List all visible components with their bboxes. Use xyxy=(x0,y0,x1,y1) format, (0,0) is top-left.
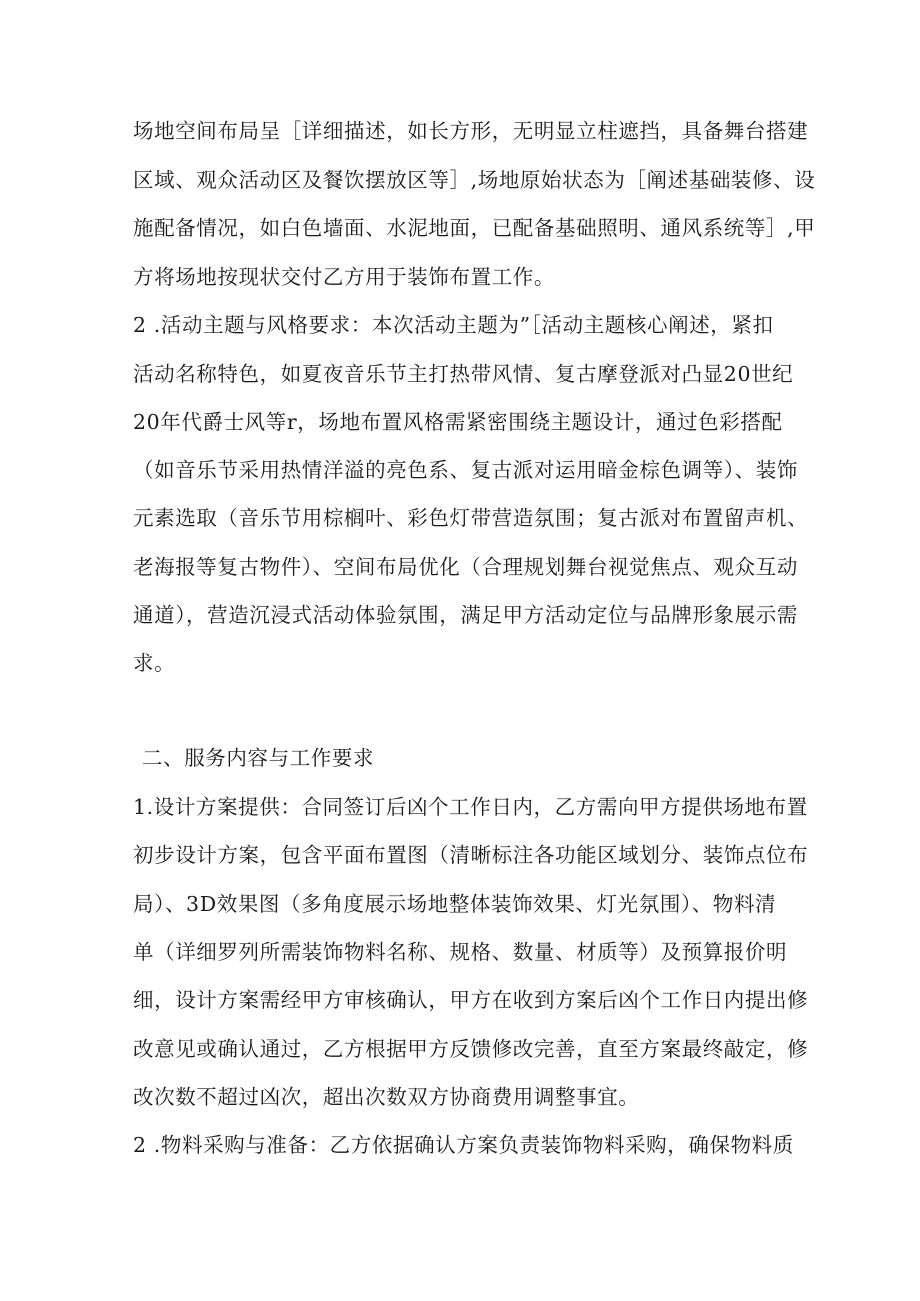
design-line: 1.设计方案提供：合同签订后凶个工作日内，乙方需向甲方提供场地布置 xyxy=(133,795,808,819)
theme-line: （如音乐节采用热情洋溢的亮色系、复古派对运用暗金棕色调等）、装饰 xyxy=(133,458,798,482)
design-line: 单（详细罗列所需装饰物料名称、规格、数量、材质等）及预算报价明 xyxy=(133,940,788,964)
procurement-line: 2 .物料采购与准备：乙方依据确认方案负责装饰物料采购，确保物料质 xyxy=(133,1133,794,1157)
theme-line: 20年代爵士风等r，场地布置风格需紧密围绕主题设计，通过色彩搭配 xyxy=(133,410,783,434)
theme-line: 元素选取（音乐节用棕榈叶、彩色灯带营造氛围；复古派对布置留声机、 xyxy=(133,506,809,530)
design-line: 细，设计方案需经甲方审核确认，甲方在收到方案后凶个工作日内提出修 xyxy=(133,988,809,1012)
design-line: 改次数不超过凶次，超出次数双方协商费用调整事宜。 xyxy=(133,1085,640,1109)
section-heading: 二、服务内容与工作要求 xyxy=(142,746,375,770)
theme-line: 2 .活动主题与风格要求：本次活动主题为”［活动主题核心阐述，紧扣 xyxy=(133,313,774,337)
theme-line: 求。 xyxy=(133,651,176,675)
intro-line: 场地空间布局呈［详细描述，如长方形，无明显立柱遮挡，具备舞台搭建 xyxy=(133,119,809,143)
intro-line: 方将场地按现状交付乙方用于装饰布置工作。 xyxy=(133,265,555,289)
theme-line: 活动名称特色，如夏夜音乐节主打热带风情、复古摩登派对凸显20世纪 xyxy=(133,362,794,386)
intro-line: 区域、观众活动区及餐饮摆放区等］,场地原始状态为［阐述基础装修、设 xyxy=(133,168,816,192)
theme-line: 通道），营造沉浸式活动体验氛围，满足甲方活动定位与品牌形象展示需 xyxy=(133,603,798,627)
intro-line: 施配备情况，如白色墙面、水泥地面，已配备基础照明、通风系统等］,甲 xyxy=(133,216,816,240)
theme-line: 老海报等复古物件）、空间布局优化（合理规划舞台视觉焦点、观众互动 xyxy=(133,555,798,579)
design-line: 初步设计方案，包含平面布置图（清晰标注各功能区域划分、装饰点位布 xyxy=(133,843,809,867)
design-line: 改意见或确认通过，乙方根据甲方反馈修改完善，直至方案最终敲定，修 xyxy=(133,1037,809,1061)
design-line: 局）、3D效果图（多角度展示场地整体装饰效果、灯光氛围）、物料清 xyxy=(133,892,777,916)
